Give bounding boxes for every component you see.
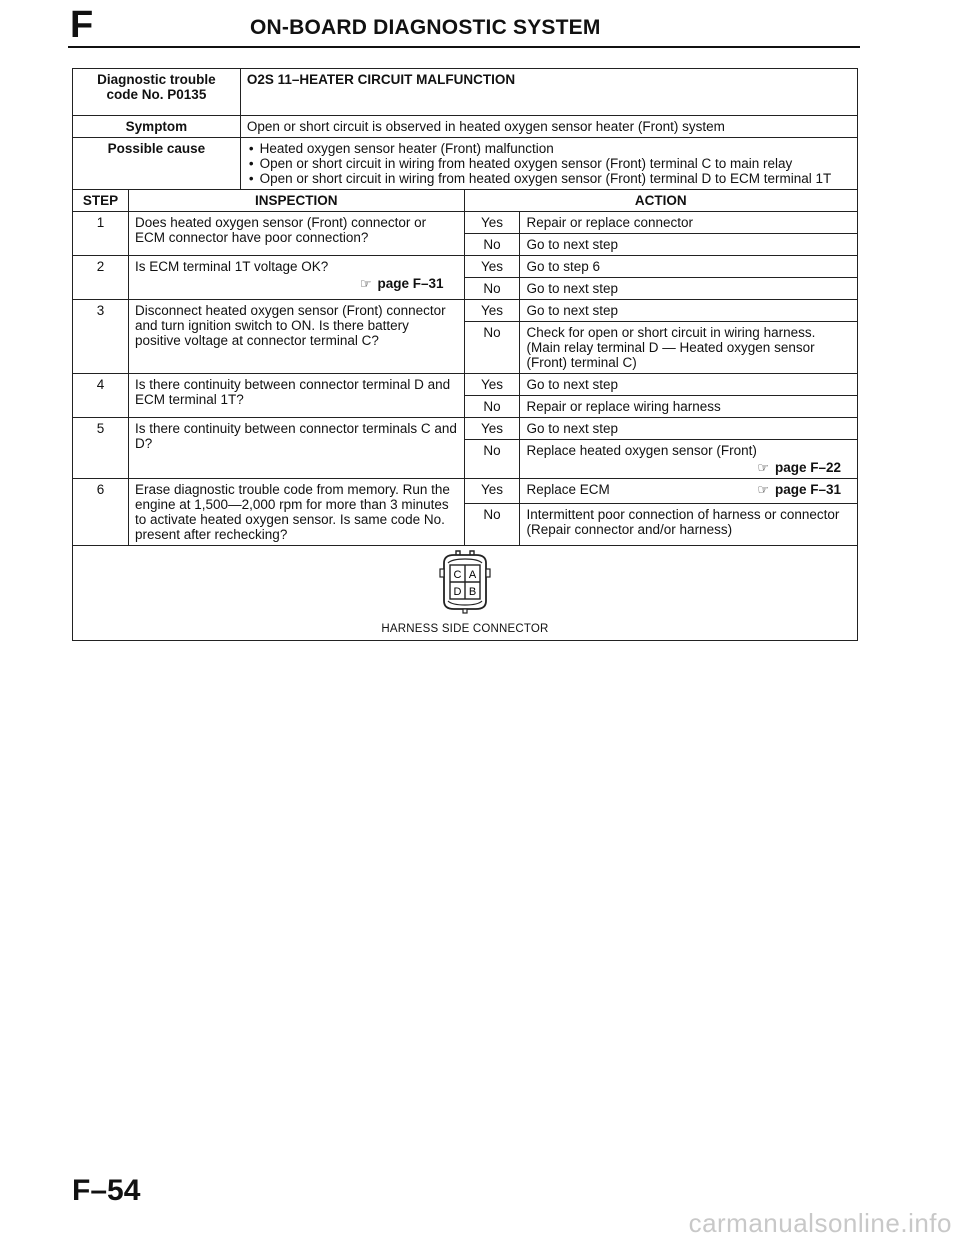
yes-action [520,479,858,504]
step-inspection [128,256,464,300]
dtc-label-line1: Diagnostic trouble [97,72,216,87]
yes-action: Go to step 6 [520,256,858,278]
connector-pin: C [453,569,462,581]
page-reference-text: page F–31 [774,482,841,497]
pointing-hand-icon: ☞ [757,460,769,475]
symptom-row [73,116,858,138]
dtc-description: O2S 11–HEATER CIRCUIT MALFUNCTION [240,69,857,116]
inspection-column-header: INSPECTION [128,190,464,212]
step-row [73,256,858,278]
step-row [73,479,858,504]
page-reference[interactable] [135,276,444,291]
possible-cause-row [73,138,858,190]
no-action: Go to next step [520,234,858,256]
step-column-header: STEP [73,190,129,212]
step-row [73,300,858,322]
connector-diagram-row [73,546,858,641]
connector-pin: D [453,586,462,598]
watermark: carmanualsonline.info [688,1208,952,1238]
no-label: No [464,234,520,256]
possible-cause-list [240,138,857,190]
step-number: 4 [73,374,129,418]
yes-action-text: Replace ECM [526,482,610,497]
page-reference[interactable] [757,482,841,497]
yes-action: Go to next step [520,374,858,396]
yes-label: Yes [464,418,520,440]
step-inspection: Disconnect heated oxygen sensor (Front) connector and turn ignition switch to ON. Is there battery positive voltage at connector terminal C? [128,300,464,374]
step-number: 5 [73,418,129,479]
step-inspection: Does heated oxygen sensor (Front) connector or ECM connector have poor connection? [128,212,464,256]
page-reference-text: page F–31 [377,276,444,291]
possible-cause-item: • Open or short circuit in wiring from heated oxygen sensor (Front) terminal D to ECM terminal 1T [249,171,851,186]
symptom-text: Open or short circuit is observed in heated oxygen sensor heater (Front) system [240,116,857,138]
step-inspection: Is there continuity between connector terminal D and ECM terminal 1T? [128,374,464,418]
column-header-row [73,190,858,212]
step-inspection: Is there continuity between connector terminals C and D? [128,418,464,479]
section-letter: F [70,4,94,46]
step-number: 1 [73,212,129,256]
dtc-label-line2: code No. P0135 [106,87,207,102]
diagnostic-table [72,68,858,641]
no-label: No [464,278,520,300]
no-label: No [464,503,520,545]
no-action: Check for open or short circuit in wiring harness. (Main relay terminal D — Heated oxygen sensor (Front) terminal C) [520,322,858,374]
step-row [73,418,858,440]
step-inspection: Erase diagnostic trouble code from memory. Run the engine at 1,500—2,000 rpm for more than 3 minutes to activate heated oxygen sensor. Is same code No. present after rechecking? [128,479,464,546]
dtc-label [73,69,241,116]
yes-action: Repair or replace connector [520,212,858,234]
page-reference[interactable] [526,460,841,475]
yes-label: Yes [464,479,520,504]
step-inspection-text: Is ECM terminal 1T voltage OK? [134,259,329,274]
no-label: No [464,440,520,479]
connector-diagram [73,546,858,641]
yes-label: Yes [464,374,520,396]
no-action-text: Replace heated oxygen sensor (Front) [526,443,757,458]
connector-pin: A [468,569,477,581]
possible-cause-label: Possible cause [73,138,241,190]
title-divider [68,46,860,48]
yes-label: Yes [464,256,520,278]
possible-cause-item: • Open or short circuit in wiring from heated oxygen sensor (Front) terminal C to main relay [249,156,851,171]
page-number: F–54 [72,1174,141,1207]
step-row [73,212,858,234]
no-action: Repair or replace wiring harness [520,396,858,418]
yes-action: Go to next step [520,300,858,322]
no-action: Intermittent poor connection of harness or connector (Repair connector and/or harness) [520,503,858,545]
no-action: Go to next step [520,278,858,300]
no-label: No [464,396,520,418]
step-number: 6 [73,479,129,546]
page-title: ON-BOARD DIAGNOSTIC SYSTEM [250,16,601,39]
yes-label: Yes [464,300,520,322]
no-label: No [464,322,520,374]
pointing-hand-icon: ☞ [359,276,372,291]
action-column-header: ACTION [464,190,857,212]
yes-label: Yes [464,212,520,234]
harness-connector-icon [430,549,500,615]
connector-pin: B [468,586,477,598]
step-number: 3 [73,300,129,374]
dtc-row [73,69,858,116]
symptom-label: Symptom [73,116,241,138]
pointing-hand-icon: ☞ [757,482,769,497]
yes-action: Go to next step [520,418,858,440]
possible-cause-item: • Heated oxygen sensor heater (Front) malfunction [249,141,851,156]
step-number: 2 [73,256,129,300]
step-row [73,374,858,396]
no-action [520,440,858,479]
page-reference-text: page F–22 [774,460,841,475]
connector-caption: HARNESS SIDE CONNECTOR [381,623,549,635]
